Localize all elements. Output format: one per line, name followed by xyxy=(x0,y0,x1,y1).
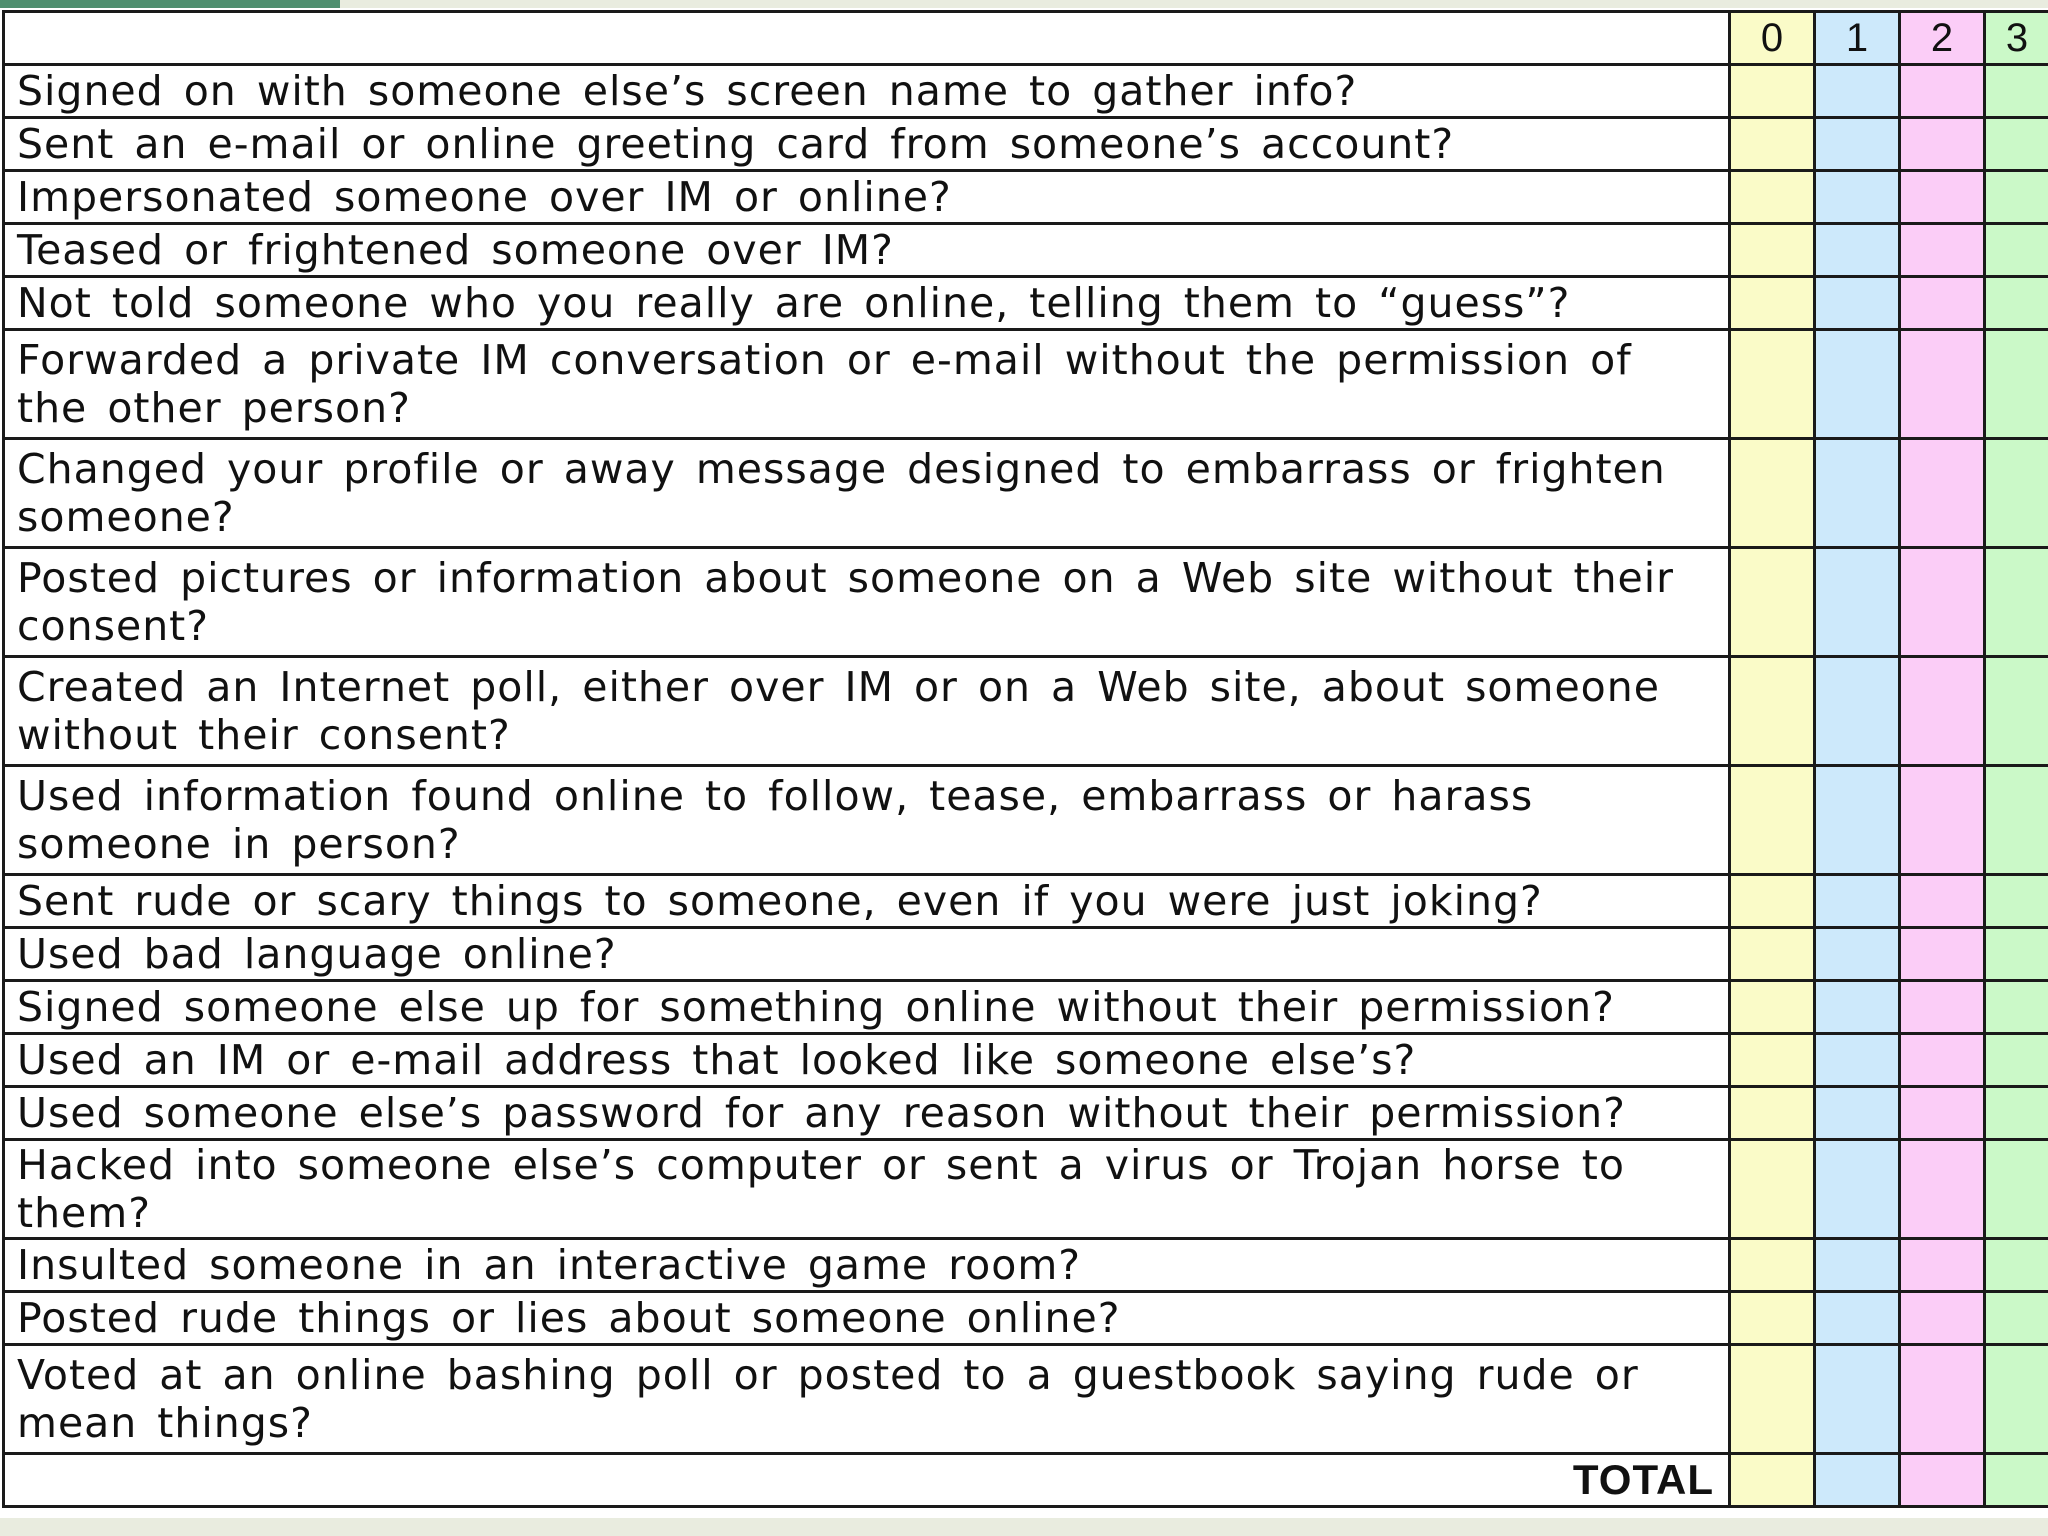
score-cell-3[interactable] xyxy=(1985,875,2048,928)
question-text: Hacked into someone else’s computer or sent a virus or Trojan horse to them? xyxy=(4,1140,1730,1239)
score-cell-1[interactable] xyxy=(1815,766,1900,875)
score-cell-2[interactable] xyxy=(1900,548,1985,657)
score-cell-3[interactable] xyxy=(1985,171,2048,224)
score-cell-3[interactable] xyxy=(1985,1239,2048,1292)
score-cell-0[interactable] xyxy=(1730,928,1815,981)
question-row xyxy=(4,330,2048,439)
question-row xyxy=(4,439,2048,548)
score-cell-1[interactable] xyxy=(1815,657,1900,766)
score-cell-3[interactable] xyxy=(1985,330,2048,439)
score-cell-2[interactable] xyxy=(1900,65,1985,118)
question-text: Created an Internet poll, either over IM or on a Web site, about someone without their consent? xyxy=(4,657,1730,766)
score-cell-2[interactable] xyxy=(1900,277,1985,330)
question-row xyxy=(4,548,2048,657)
question-text: Changed your profile or away message designed to embarrass or frighten someone? xyxy=(4,439,1730,548)
score-cell-1[interactable] xyxy=(1815,118,1900,171)
score-cell-1[interactable] xyxy=(1815,548,1900,657)
question-text: Impersonated someone over IM or online? xyxy=(4,171,1730,224)
question-text: Posted pictures or information about someone on a Web site without their consent? xyxy=(4,548,1730,657)
question-row xyxy=(4,1034,2048,1087)
score-cell-0[interactable] xyxy=(1730,1034,1815,1087)
score-cell-0[interactable] xyxy=(1730,766,1815,875)
score-cell-3[interactable] xyxy=(1985,1034,2048,1087)
score-cell-1[interactable] xyxy=(1815,439,1900,548)
score-cell-0[interactable] xyxy=(1730,171,1815,224)
score-cell-0[interactable] xyxy=(1730,65,1815,118)
score-cell-2[interactable] xyxy=(1900,1034,1985,1087)
score-cell-3[interactable] xyxy=(1985,224,2048,277)
total-cell-2[interactable] xyxy=(1900,1454,1985,1507)
score-cell-2[interactable] xyxy=(1900,657,1985,766)
question-text: Insulted someone in an interactive game room? xyxy=(4,1239,1730,1292)
score-cell-1[interactable] xyxy=(1815,1292,1900,1345)
total-cell-1[interactable] xyxy=(1815,1454,1900,1507)
score-cell-1[interactable] xyxy=(1815,330,1900,439)
question-row xyxy=(4,981,2048,1034)
question-row xyxy=(4,766,2048,875)
column-header-0: 0 xyxy=(1730,12,1815,65)
score-cell-3[interactable] xyxy=(1985,657,2048,766)
score-cell-2[interactable] xyxy=(1900,439,1985,548)
score-cell-0[interactable] xyxy=(1730,1292,1815,1345)
score-cell-2[interactable] xyxy=(1900,1087,1985,1140)
score-cell-0[interactable] xyxy=(1730,1239,1815,1292)
question-row xyxy=(4,1140,2048,1239)
score-cell-1[interactable] xyxy=(1815,928,1900,981)
question-row xyxy=(4,171,2048,224)
score-cell-0[interactable] xyxy=(1730,657,1815,766)
score-cell-3[interactable] xyxy=(1985,1292,2048,1345)
score-cell-0[interactable] xyxy=(1730,1140,1815,1239)
question-text: Used bad language online? xyxy=(4,928,1730,981)
score-cell-2[interactable] xyxy=(1900,1292,1985,1345)
score-cell-0[interactable] xyxy=(1730,1087,1815,1140)
score-cell-0[interactable] xyxy=(1730,1345,1815,1454)
question-row xyxy=(4,65,2048,118)
score-cell-1[interactable] xyxy=(1815,171,1900,224)
total-label: TOTAL xyxy=(4,1454,1730,1507)
question-text: Used information found online to follow, tease, embarrass or harass someone in person? xyxy=(4,766,1730,875)
question-text: Signed on with someone else’s screen name to gather info? xyxy=(4,65,1730,118)
score-cell-1[interactable] xyxy=(1815,981,1900,1034)
question-text: Used an IM or e-mail address that looked like someone else’s? xyxy=(4,1034,1730,1087)
total-row xyxy=(4,1454,2048,1507)
score-cell-2[interactable] xyxy=(1900,118,1985,171)
question-row xyxy=(4,277,2048,330)
score-cell-0[interactable] xyxy=(1730,439,1815,548)
score-cell-2[interactable] xyxy=(1900,1239,1985,1292)
score-cell-2[interactable] xyxy=(1900,1345,1985,1454)
survey-sheet xyxy=(0,8,2048,1518)
question-row xyxy=(4,1087,2048,1140)
question-text: Voted at an online bashing poll or posted to a guestbook saying rude or mean things? xyxy=(4,1345,1730,1454)
question-row xyxy=(4,1292,2048,1345)
question-text: Sent an e-mail or online greeting card from someone’s account? xyxy=(4,118,1730,171)
score-cell-1[interactable] xyxy=(1815,1239,1900,1292)
score-cell-0[interactable] xyxy=(1730,277,1815,330)
score-cell-1[interactable] xyxy=(1815,1140,1900,1239)
column-header-2: 2 xyxy=(1900,12,1985,65)
score-cell-1[interactable] xyxy=(1815,1087,1900,1140)
score-cell-0[interactable] xyxy=(1730,118,1815,171)
header-blank-cell xyxy=(4,12,1730,65)
score-cell-1[interactable] xyxy=(1815,65,1900,118)
question-row xyxy=(4,657,2048,766)
question-text: Forwarded a private IM conversation or e-mail without the permission of the other person? xyxy=(4,330,1730,439)
question-text: Sent rude or scary things to someone, even if you were just joking? xyxy=(4,875,1730,928)
score-cell-2[interactable] xyxy=(1900,330,1985,439)
score-cell-2[interactable] xyxy=(1900,928,1985,981)
score-cell-1[interactable] xyxy=(1815,224,1900,277)
score-cell-3[interactable] xyxy=(1985,548,2048,657)
score-cell-2[interactable] xyxy=(1900,1140,1985,1239)
score-cell-2[interactable] xyxy=(1900,766,1985,875)
score-cell-3[interactable] xyxy=(1985,1087,2048,1140)
score-cell-0[interactable] xyxy=(1730,330,1815,439)
score-cell-3[interactable] xyxy=(1985,1140,2048,1239)
score-cell-3[interactable] xyxy=(1985,766,2048,875)
question-text: Posted rude things or lies about someone online? xyxy=(4,1292,1730,1345)
question-row xyxy=(4,1239,2048,1292)
score-cell-0[interactable] xyxy=(1730,224,1815,277)
score-cell-3[interactable] xyxy=(1985,65,2048,118)
score-cell-2[interactable] xyxy=(1900,224,1985,277)
score-cell-1[interactable] xyxy=(1815,277,1900,330)
question-row xyxy=(4,928,2048,981)
total-cell-3[interactable] xyxy=(1985,1454,2048,1507)
question-text: Not told someone who you really are online, telling them to “guess”? xyxy=(4,277,1730,330)
question-text: Used someone else’s password for any reason without their permission? xyxy=(4,1087,1730,1140)
score-cell-2[interactable] xyxy=(1900,171,1985,224)
score-cell-3[interactable] xyxy=(1985,277,2048,330)
question-row xyxy=(4,118,2048,171)
score-cell-3[interactable] xyxy=(1985,981,2048,1034)
column-header-1: 1 xyxy=(1815,12,1900,65)
score-cell-2[interactable] xyxy=(1900,981,1985,1034)
top-accent-bar xyxy=(0,0,340,8)
score-cell-1[interactable] xyxy=(1815,1345,1900,1454)
question-text: Signed someone else up for something online without their permission? xyxy=(4,981,1730,1034)
score-cell-3[interactable] xyxy=(1985,928,2048,981)
score-cell-3[interactable] xyxy=(1985,1345,2048,1454)
score-cell-0[interactable] xyxy=(1730,548,1815,657)
score-cell-3[interactable] xyxy=(1985,118,2048,171)
total-cell-0[interactable] xyxy=(1730,1454,1815,1507)
score-cell-2[interactable] xyxy=(1900,875,1985,928)
score-cell-1[interactable] xyxy=(1815,1034,1900,1087)
question-row xyxy=(4,1345,2048,1454)
score-cell-0[interactable] xyxy=(1730,875,1815,928)
score-cell-1[interactable] xyxy=(1815,875,1900,928)
question-row xyxy=(4,875,2048,928)
score-cell-0[interactable] xyxy=(1730,981,1815,1034)
question-text: Teased or frightened someone over IM? xyxy=(4,224,1730,277)
column-header-3: 3 xyxy=(1985,12,2048,65)
survey-table xyxy=(2,10,2048,1508)
header-row xyxy=(4,12,2048,65)
score-cell-3[interactable] xyxy=(1985,439,2048,548)
question-row xyxy=(4,224,2048,277)
